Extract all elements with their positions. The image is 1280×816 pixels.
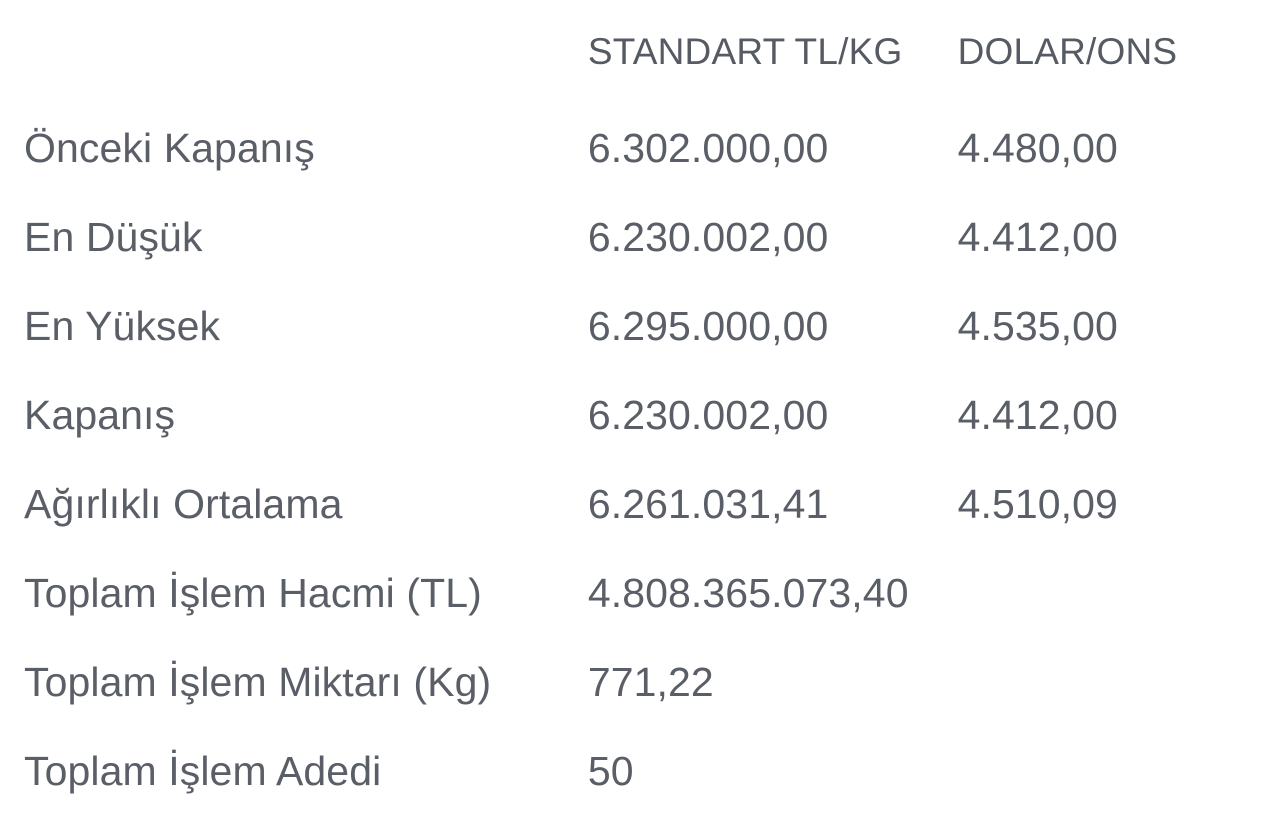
row-value-tl-kg: 6.302.000,00: [587, 125, 829, 171]
row-value-tl-kg: 6.295.000,00: [587, 303, 829, 349]
row-label: Toplam İşlem Hacmi (TL): [24, 570, 482, 616]
row-value-tl-kg: 771,22: [587, 659, 714, 705]
row-label: En Düşük: [24, 214, 203, 260]
row-label: Önceki Kapanış: [24, 125, 315, 171]
row-value-dolar-ons: 4.510,09: [957, 481, 1118, 527]
row-label: Toplam İşlem Adedi: [24, 748, 382, 794]
table-row: [24, 193, 1264, 282]
table-row: [24, 104, 1264, 193]
row-label: Kapanış: [24, 392, 176, 438]
column-header-dolar-ons: DOLAR/ONS: [957, 31, 1178, 72]
table-row: [24, 282, 1264, 371]
table-row: [24, 460, 1264, 549]
column-header-tl-kg: STANDART TL/KG: [587, 31, 903, 72]
table-row: [24, 727, 1264, 816]
table-row: [24, 371, 1264, 460]
row-value-tl-kg: 6.230.002,00: [587, 392, 829, 438]
table-row: [24, 638, 1264, 727]
row-value-dolar-ons: 4.480,00: [957, 125, 1118, 171]
table-body: [24, 104, 1264, 816]
row-label: Ağırlıklı Ortalama: [24, 481, 343, 527]
row-value-tl-kg: 6.230.002,00: [587, 214, 829, 260]
row-value-dolar-ons: 4.535,00: [957, 303, 1118, 349]
row-value-tl-kg: 50: [587, 748, 634, 794]
table-row: [24, 549, 1264, 638]
row-value-tl-kg: 6.261.031,41: [587, 481, 829, 527]
row-value-dolar-ons: 4.412,00: [957, 214, 1118, 260]
table-header-row: [24, 0, 1264, 104]
row-label: Toplam İşlem Miktarı (Kg): [24, 659, 492, 705]
table-header: [24, 0, 1264, 104]
row-value-tl-kg: 4.808.365.073,40: [587, 570, 909, 616]
row-label: En Yüksek: [24, 303, 221, 349]
row-value-dolar-ons: 4.412,00: [957, 392, 1118, 438]
quote-summary-table: [24, 0, 1264, 816]
column-header-label: [24, 0, 588, 104]
